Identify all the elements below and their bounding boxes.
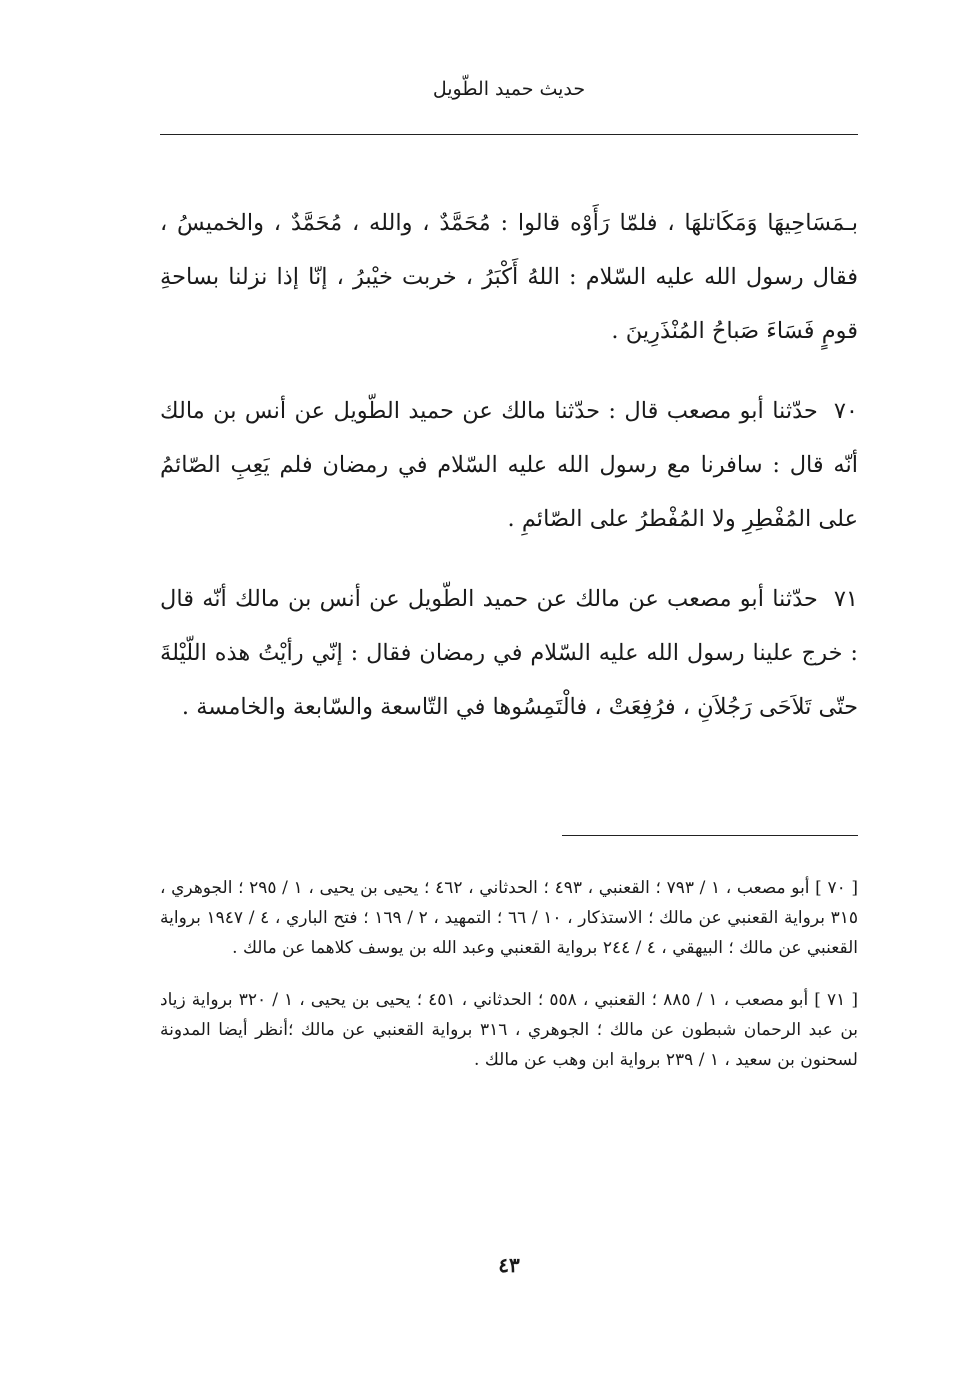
footnote-rule [562,835,858,836]
paragraph-intro: بـمَسَاحِيهَا وَمَكَاتلهَا ، فلمّا رَأَوْه قالوا : مُحَمَّدٌ ، والله ، مُحَمَّدٌ ، والخميسُ ، فقال رسول الله عليه السّلام : اللهُ أَكْبَرُ ، خربت خيْبرُ ، إنّا إذا نزلنا بساحةِ قومٍ فَسَاءَ صَباحُ المُنْذَرِينَ . [160,210,858,344]
hadith-text-70: حدّثنا أبو مصعب قال : حدّثنا مالك عن حميد الطّويل عن أنس بن مالك أنّه قال : سافرنا مع رسول الله عليه السّلام في رمضان فلم يَعِبِ الصّائمُ على المُفْطِرِ ولا المُفْطرُ على الصّائمِ . [160,398,858,532]
main-text [160,196,858,734]
hadith-number-71: ٧١ [833,586,858,612]
footnote-70: [ ٧٠ ] أبو مصعب ، ١ / ٧٩٣ ؛ القعنبي ، ٤٩٣ ؛ الحدثاني ، ٤٦٢ ؛ يحيى بن يحيى ، ١ / ٢٩٥ ؛ الجوهري ، ٣١٥ برواية القعنبي عن مالك ؛ الاستذكار ، ١٠ / ٦٦ ؛ التمهيد ، ٢ / ١٦٩ ؛ فتح الباري ، ٤ / ١٩٤٧ برواية القعنبي عن مالك ؛ البيهقي ، ٤ / ٢٤٤ برواية القعنبي وعبد الله بن يوسف كلاهما عن مالك . [160,878,858,958]
footnote-71: [ ٧١ ] أبو مصعب ، ١ / ٨٨٥ ؛ القعنبي ، ٥٥٨ ؛ الحدثاني ، ٤٥١ ؛ يحيى بن يحيى ، ١ / ٣٢٠ برواية زياد بن عبد الرحمان شبطون عن مالك ؛ الجوهري ، ٣١٦ برواية القعنبي عن مالك ؛أنظر أيضا المدونة لسحنون بن سعيد ، ١ / ٢٣٩ برواية ابن وهب عن مالك . [160,990,858,1070]
hadith-text-71: حدّثنا أبو مصعب عن مالك عن حميد الطّويل عن أنس بن مالك أنّه قال : خرج علينا رسول الله عليه السّلام في رمضان فقال : إنّي رأيْتُ هذه اللّيْلةَ حتّى تَلاَحَى رَجُلاَنِ ، فرُفِعَتْ ، فالْتَمِسُوها في التّاسعة والسّابعة والخامسة . [160,586,858,720]
paragraph-hadith-71 [160,572,858,734]
hadith-number-70: ٧٠ [833,398,858,424]
paragraph-hadith-70 [160,384,858,546]
page-number: ٤٣ [498,1253,520,1277]
footnotes [160,873,858,1075]
header-rule [160,134,858,135]
running-title: حديث حميد الطّويل [432,78,586,100]
